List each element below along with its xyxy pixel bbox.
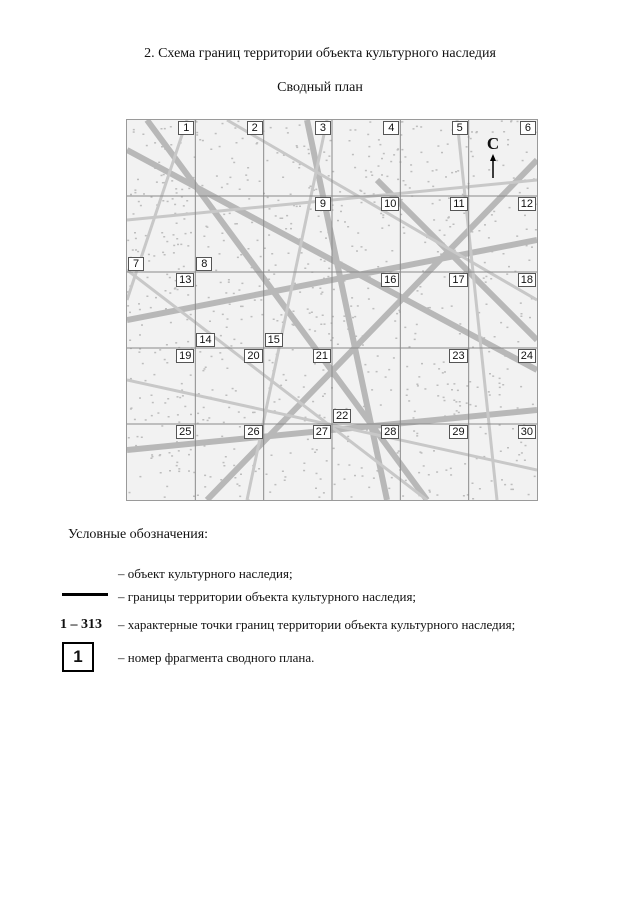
legend-title: Условные обозначения: — [68, 527, 209, 542]
map-fragment-cell — [332, 196, 400, 272]
fragment-number-label: 4 — [383, 121, 399, 135]
map-fragment-cell — [127, 348, 195, 424]
map-fragment-cell — [469, 196, 537, 272]
fragment-number-label: 29 — [449, 425, 467, 439]
map-fragment-cell — [195, 272, 263, 348]
map-fragment-cell — [127, 272, 195, 348]
map-fragment-cell — [127, 196, 195, 272]
map-fragment-cell — [400, 424, 468, 500]
fragment-number-label: 30 — [518, 425, 536, 439]
map-fragment-cell — [469, 424, 537, 500]
fragment-number-label: 26 — [244, 425, 262, 439]
fragment-number-label: 16 — [381, 273, 399, 287]
fragment-number-label: 17 — [449, 273, 467, 287]
map-fragment-cell — [195, 348, 263, 424]
fragment-number-label: 2 — [247, 121, 263, 135]
map-fragment-cell — [332, 272, 400, 348]
map-fragment-cell — [400, 272, 468, 348]
map-fragment-cell — [264, 120, 332, 196]
boundary-line-sample — [62, 593, 108, 596]
map-fragment-cell — [469, 120, 537, 196]
map-fragment-cell — [332, 120, 400, 196]
legend-boundary-text: – границы территории объекта культурного наследия; — [118, 589, 417, 604]
fragment-number-label: 24 — [518, 349, 536, 363]
fragment-number-label: 8 — [196, 257, 212, 271]
map-fragment-cell — [195, 196, 263, 272]
fragment-number-label: 13 — [176, 273, 194, 287]
legend-fragment-text: – номер фрагмента сводного плана. — [118, 650, 315, 665]
fragment-number-label: 6 — [520, 121, 536, 135]
fragment-number-label: 15 — [265, 333, 283, 347]
fragment-number-label: 12 — [518, 197, 536, 211]
fragment-number-label: 5 — [452, 121, 468, 135]
fragment-number-label: 20 — [244, 349, 262, 363]
map-fragment-cell — [127, 120, 195, 196]
fragment-number-label: 9 — [315, 197, 331, 211]
map-fragment-cell — [332, 424, 400, 500]
fragment-number-label: 10 — [381, 197, 399, 211]
fragment-number-label: 18 — [518, 273, 536, 287]
fragment-number-label: 23 — [449, 349, 467, 363]
document-subtitle: Сводный план — [277, 80, 363, 95]
map-fragment-cell — [264, 424, 332, 500]
fragment-number-label: 11 — [450, 197, 467, 211]
fragment-number-label: 21 — [313, 349, 331, 363]
fragment-number-label: 14 — [196, 333, 214, 347]
summary-plan-map — [126, 119, 538, 501]
fragment-number-sample: 1 — [62, 642, 94, 672]
map-fragment-cell — [469, 272, 537, 348]
map-fragment-cell — [469, 348, 537, 424]
fragment-number-label: 1 — [178, 121, 194, 135]
map-fragment-cell — [400, 196, 468, 272]
map-fragment-cell — [332, 348, 400, 424]
fragment-number-label: 19 — [176, 349, 194, 363]
legend-points-text: – характерные точки границ территории объекта культурного наследия; — [118, 617, 516, 632]
document-title: 2. Схема границ территории объекта культурного наследия — [144, 46, 496, 61]
fragment-number-label: 27 — [313, 425, 331, 439]
map-fragment-cell — [264, 196, 332, 272]
map-fragment-cell — [195, 424, 263, 500]
map-fragment-cell — [264, 272, 332, 348]
map-fragment-cell — [127, 424, 195, 500]
map-fragment-cell — [400, 120, 468, 196]
points-range-label: 1 – 313 — [60, 617, 102, 632]
fragment-number-label: 22 — [333, 409, 351, 423]
fragment-number-label: 28 — [381, 425, 399, 439]
north-letter: С — [486, 134, 500, 153]
legend-heritage-text: – объект культурного наследия; — [118, 566, 293, 581]
fragment-number-label: 7 — [128, 257, 144, 271]
map-fragment-cell — [264, 348, 332, 424]
map-fragment-cell — [400, 348, 468, 424]
map-fragment-cell — [195, 120, 263, 196]
fragment-number-label: 25 — [176, 425, 194, 439]
fragment-number-label: 3 — [315, 121, 331, 135]
